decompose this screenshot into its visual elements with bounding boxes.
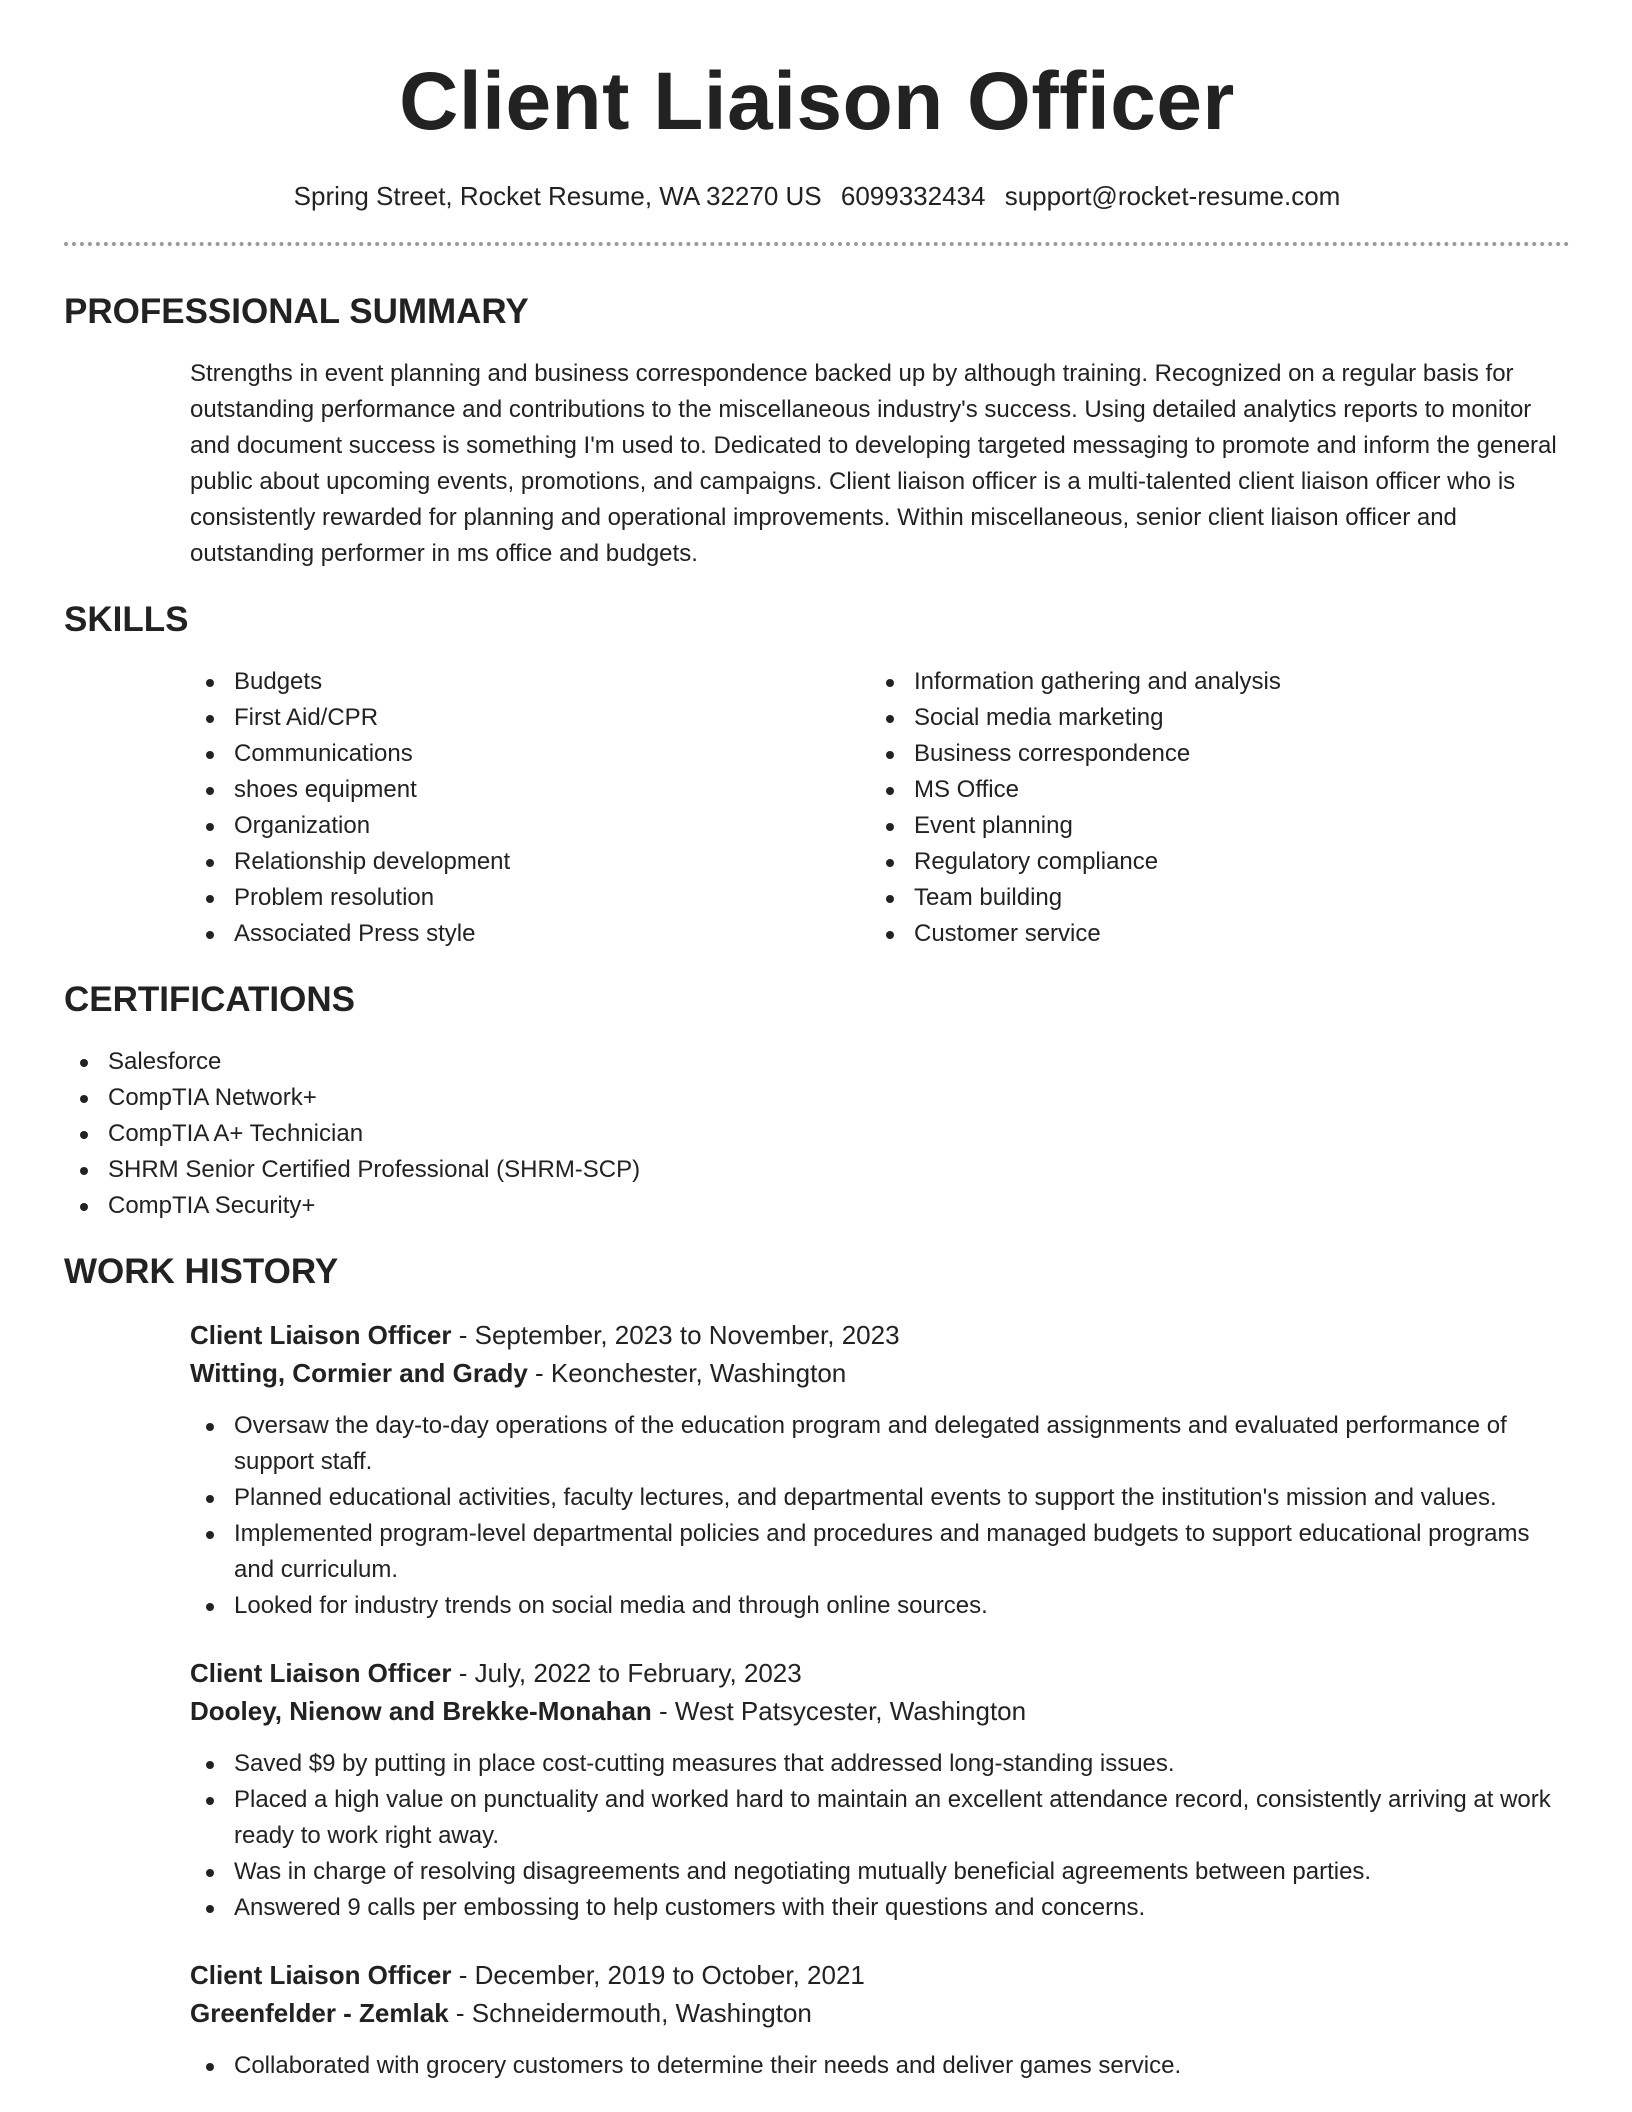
job-title-line (190, 1956, 1570, 1994)
skills-title: SKILLS (64, 600, 189, 639)
list-item: Oversaw the day-to-day operations of the education program and delegated assignments and evaluated performance of support staff. (190, 1408, 1570, 1480)
job-dates: - September, 2023 to November, 2023 (451, 1320, 900, 1350)
list-item: Saved $9 by putting in place cost-cutting measures that addressed long-standing issues. (190, 1746, 1570, 1782)
contact-line (64, 178, 1570, 214)
list-item: shoes equipment (190, 772, 870, 808)
list-item: Budgets (190, 664, 870, 700)
job-title-line (190, 1316, 1570, 1354)
skills-right-list (870, 664, 1550, 952)
job-role: Client Liaison Officer (190, 1960, 452, 1990)
job-location: - Keonchester, Washington (527, 1358, 847, 1388)
summary-text: Strengths in event planning and business correspondence backed up by although training. Recognized on a regular basis for outstanding performance and contributions to the miscellaneous industry's success. Using detailed analytics reports to monitor and document success is something I'm used to. Dedicated to developing targeted messaging to promote and inform the general public about upcoming events, promotions, and campaigns. Client liaison officer is a multi-talented client liaison officer who is consistently rewarded for planning and operational improvements. Within miscellaneous, senior client liaison officer and outstanding performer in ms office and budgets. (190, 360, 1557, 567)
work-history-section (64, 1250, 1570, 2084)
list-item: Planned educational activities, faculty lectures, and departmental events to support the institution's mission and values. (190, 1480, 1570, 1516)
job-company: Dooley, Nienow and Brekke-Monahan (190, 1696, 652, 1726)
job-company: Witting, Cormier and Grady (190, 1358, 528, 1388)
job-title-line (190, 1654, 1570, 1692)
summary-section (64, 290, 1570, 572)
list-item: SHRM Senior Certified Professional (SHRM-SCP) (64, 1152, 1570, 1188)
certifications-section (64, 978, 1570, 1224)
job-company: Greenfelder - Zemlak (190, 1998, 449, 2028)
list-item: Customer service (870, 916, 1550, 952)
list-item: Answered 9 calls per embossing to help customers with their questions and concerns. (190, 1890, 1570, 1926)
job-company-line (190, 1354, 1570, 1392)
contact-phone: 6099332434 (840, 181, 986, 211)
skills-grid (190, 664, 1570, 952)
job-role: Client Liaison Officer (190, 1320, 452, 1350)
resume-page (64, 0, 1570, 2084)
list-item: CompTIA Network+ (64, 1080, 1570, 1116)
job-location: - Schneidermouth, Washington (448, 1998, 812, 2028)
list-item: Looked for industry trends on social media and through online sources. (190, 1588, 1570, 1624)
list-item: Team building (870, 880, 1550, 916)
header-divider (64, 242, 1570, 246)
job-dates: - December, 2019 to October, 2021 (451, 1960, 865, 1990)
list-item: Placed a high value on punctuality and worked hard to maintain an excellent attendance record, consistently arriving at work ready to work right away. (190, 1782, 1570, 1854)
list-item: MS Office (870, 772, 1550, 808)
work-history-title: WORK HISTORY (64, 1252, 339, 1291)
skills-section (64, 598, 1570, 952)
job-dates: - July, 2022 to February, 2023 (451, 1658, 802, 1688)
job-company-line (190, 1994, 1570, 2032)
list-item: Collaborated with grocery customers to determine their needs and deliver games service. (190, 2048, 1570, 2084)
job-bullets (190, 1408, 1570, 1624)
job-location: - West Patsycester, Washington (651, 1696, 1027, 1726)
list-item: Problem resolution (190, 880, 870, 916)
contact-email[interactable]: support@rocket-resume.com (1004, 181, 1341, 211)
list-item: CompTIA A+ Technician (64, 1116, 1570, 1152)
certifications-list (64, 1044, 1570, 1224)
job-bullets (190, 2048, 1570, 2084)
list-item: Associated Press style (190, 916, 870, 952)
job-entry (190, 1654, 1570, 1926)
job-entry (190, 1316, 1570, 1624)
job-role: Client Liaison Officer (190, 1658, 452, 1688)
certifications-title: CERTIFICATIONS (64, 980, 356, 1019)
list-item: Relationship development (190, 844, 870, 880)
job-company-line (190, 1692, 1570, 1730)
list-item: CompTIA Security+ (64, 1188, 1570, 1224)
resume-name: Client Liaison Officer (399, 56, 1235, 147)
list-item: Organization (190, 808, 870, 844)
contact-address: Spring Street, Rocket Resume, WA 32270 US (293, 181, 822, 211)
list-item: Communications (190, 736, 870, 772)
skills-left-list (190, 664, 870, 952)
job-bullets (190, 1746, 1570, 1926)
list-item: Information gathering and analysis (870, 664, 1550, 700)
list-item: Regulatory compliance (870, 844, 1550, 880)
summary-title: PROFESSIONAL SUMMARY (64, 292, 529, 331)
list-item: Implemented program-level departmental policies and procedures and managed budgets to support educational programs and curriculum. (190, 1516, 1570, 1588)
list-item: Social media marketing (870, 700, 1550, 736)
list-item: Salesforce (64, 1044, 1570, 1080)
list-item: Business correspondence (870, 736, 1550, 772)
list-item: Event planning (870, 808, 1550, 844)
list-item: First Aid/CPR (190, 700, 870, 736)
job-entry (190, 1956, 1570, 2084)
list-item: Was in charge of resolving disagreements and negotiating mutually beneficial agreements between parties. (190, 1854, 1570, 1890)
